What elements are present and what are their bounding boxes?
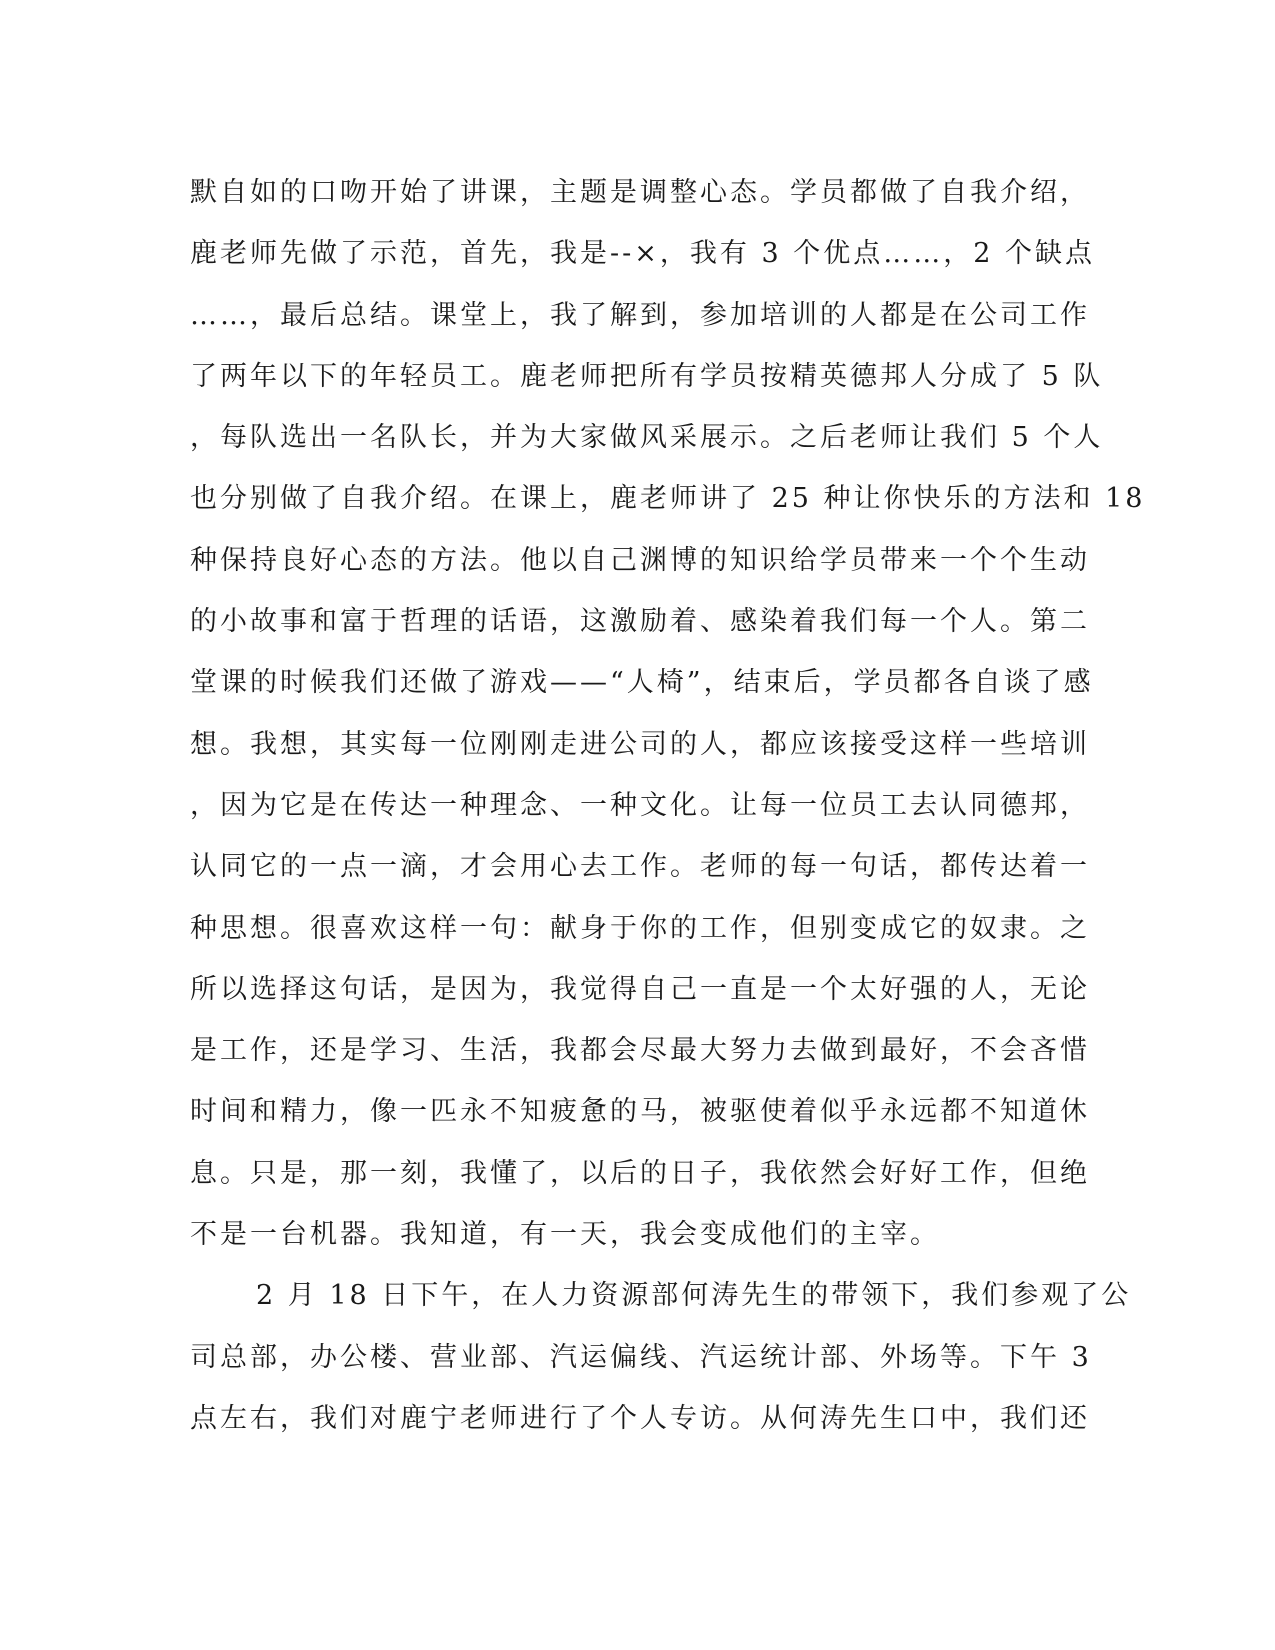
paragraph-2 — [190, 1265, 1132, 1449]
text-line: ，因为它是在传达一种理念、一种文化。让每一位员工去认同德邦， — [190, 789, 1090, 821]
text-line: 息。只是，那一刻，我懂了，以后的日子，我依然会好好工作，但绝 — [190, 1157, 1090, 1189]
text-line: 司总部，办公楼、营业部、汽运偏线、汽运统计部、外场等。下午 3 — [190, 1341, 1092, 1373]
text-line: 种思想。很喜欢这样一句：献身于你的工作，但别变成它的奴隶。之 — [190, 912, 1090, 944]
text-line: 也分别做了自我介绍。在课上，鹿老师讲了 25 种让你快乐的方法和 18 — [190, 483, 1146, 515]
text-line: 种保持良好心态的方法。他以自己渊博的知识给学员带来一个个生动 — [190, 544, 1090, 576]
text-line: 想。我想，其实每一位刚刚走进公司的人，都应该接受这样一些培训 — [190, 728, 1090, 760]
text-line: 时间和精力，像一匹永不知疲惫的马，被驱使着似乎永远都不知道休 — [190, 1096, 1090, 1128]
text-line: 鹿老师先做了示范，首先，我是--×，我有 3 个优点……，2 个缺点 — [190, 238, 1095, 270]
text-line: 是工作，还是学习、生活，我都会尽最大努力去做到最好，不会吝惜 — [190, 1035, 1090, 1067]
text-line: ，每队选出一名队长，并为大家做风采展示。之后老师让我们 5 个人 — [190, 422, 1104, 454]
text-line: 了两年以下的年轻员工。鹿老师把所有学员按精英德邦人分成了 5 队 — [190, 360, 1104, 392]
paragraph-1 — [190, 162, 1146, 1265]
document-body — [190, 162, 1146, 1449]
text-line: 堂课的时候我们还做了游戏——“人椅”，结束后，学员都各自谈了感 — [190, 667, 1094, 699]
text-line: 所以选择这句话，是因为，我觉得自己一直是一个太好强的人，无论 — [190, 973, 1090, 1005]
text-line: ……，最后总结。课堂上，我了解到，参加培训的人都是在公司工作 — [190, 299, 1090, 331]
text-line: 点左右，我们对鹿宁老师进行了个人专访。从何涛先生口中，我们还 — [190, 1402, 1090, 1434]
text-line: 默自如的口吻开始了讲课，主题是调整心态。学员都做了自我介绍， — [190, 177, 1090, 208]
text-line: 的小故事和富于哲理的话语，这激励着、感染着我们每一个人。第二 — [190, 606, 1090, 638]
text-line: 认同它的一点一滴，才会用心去工作。老师的每一句话，都传达着一 — [190, 851, 1090, 883]
text-line: 2 月 18 日下午，在人力资源部何涛先生的带领下，我们参观了公 — [256, 1280, 1132, 1312]
text-line: 不是一台机器。我知道，有一天，我会变成他们的主宰。 — [190, 1219, 940, 1251]
